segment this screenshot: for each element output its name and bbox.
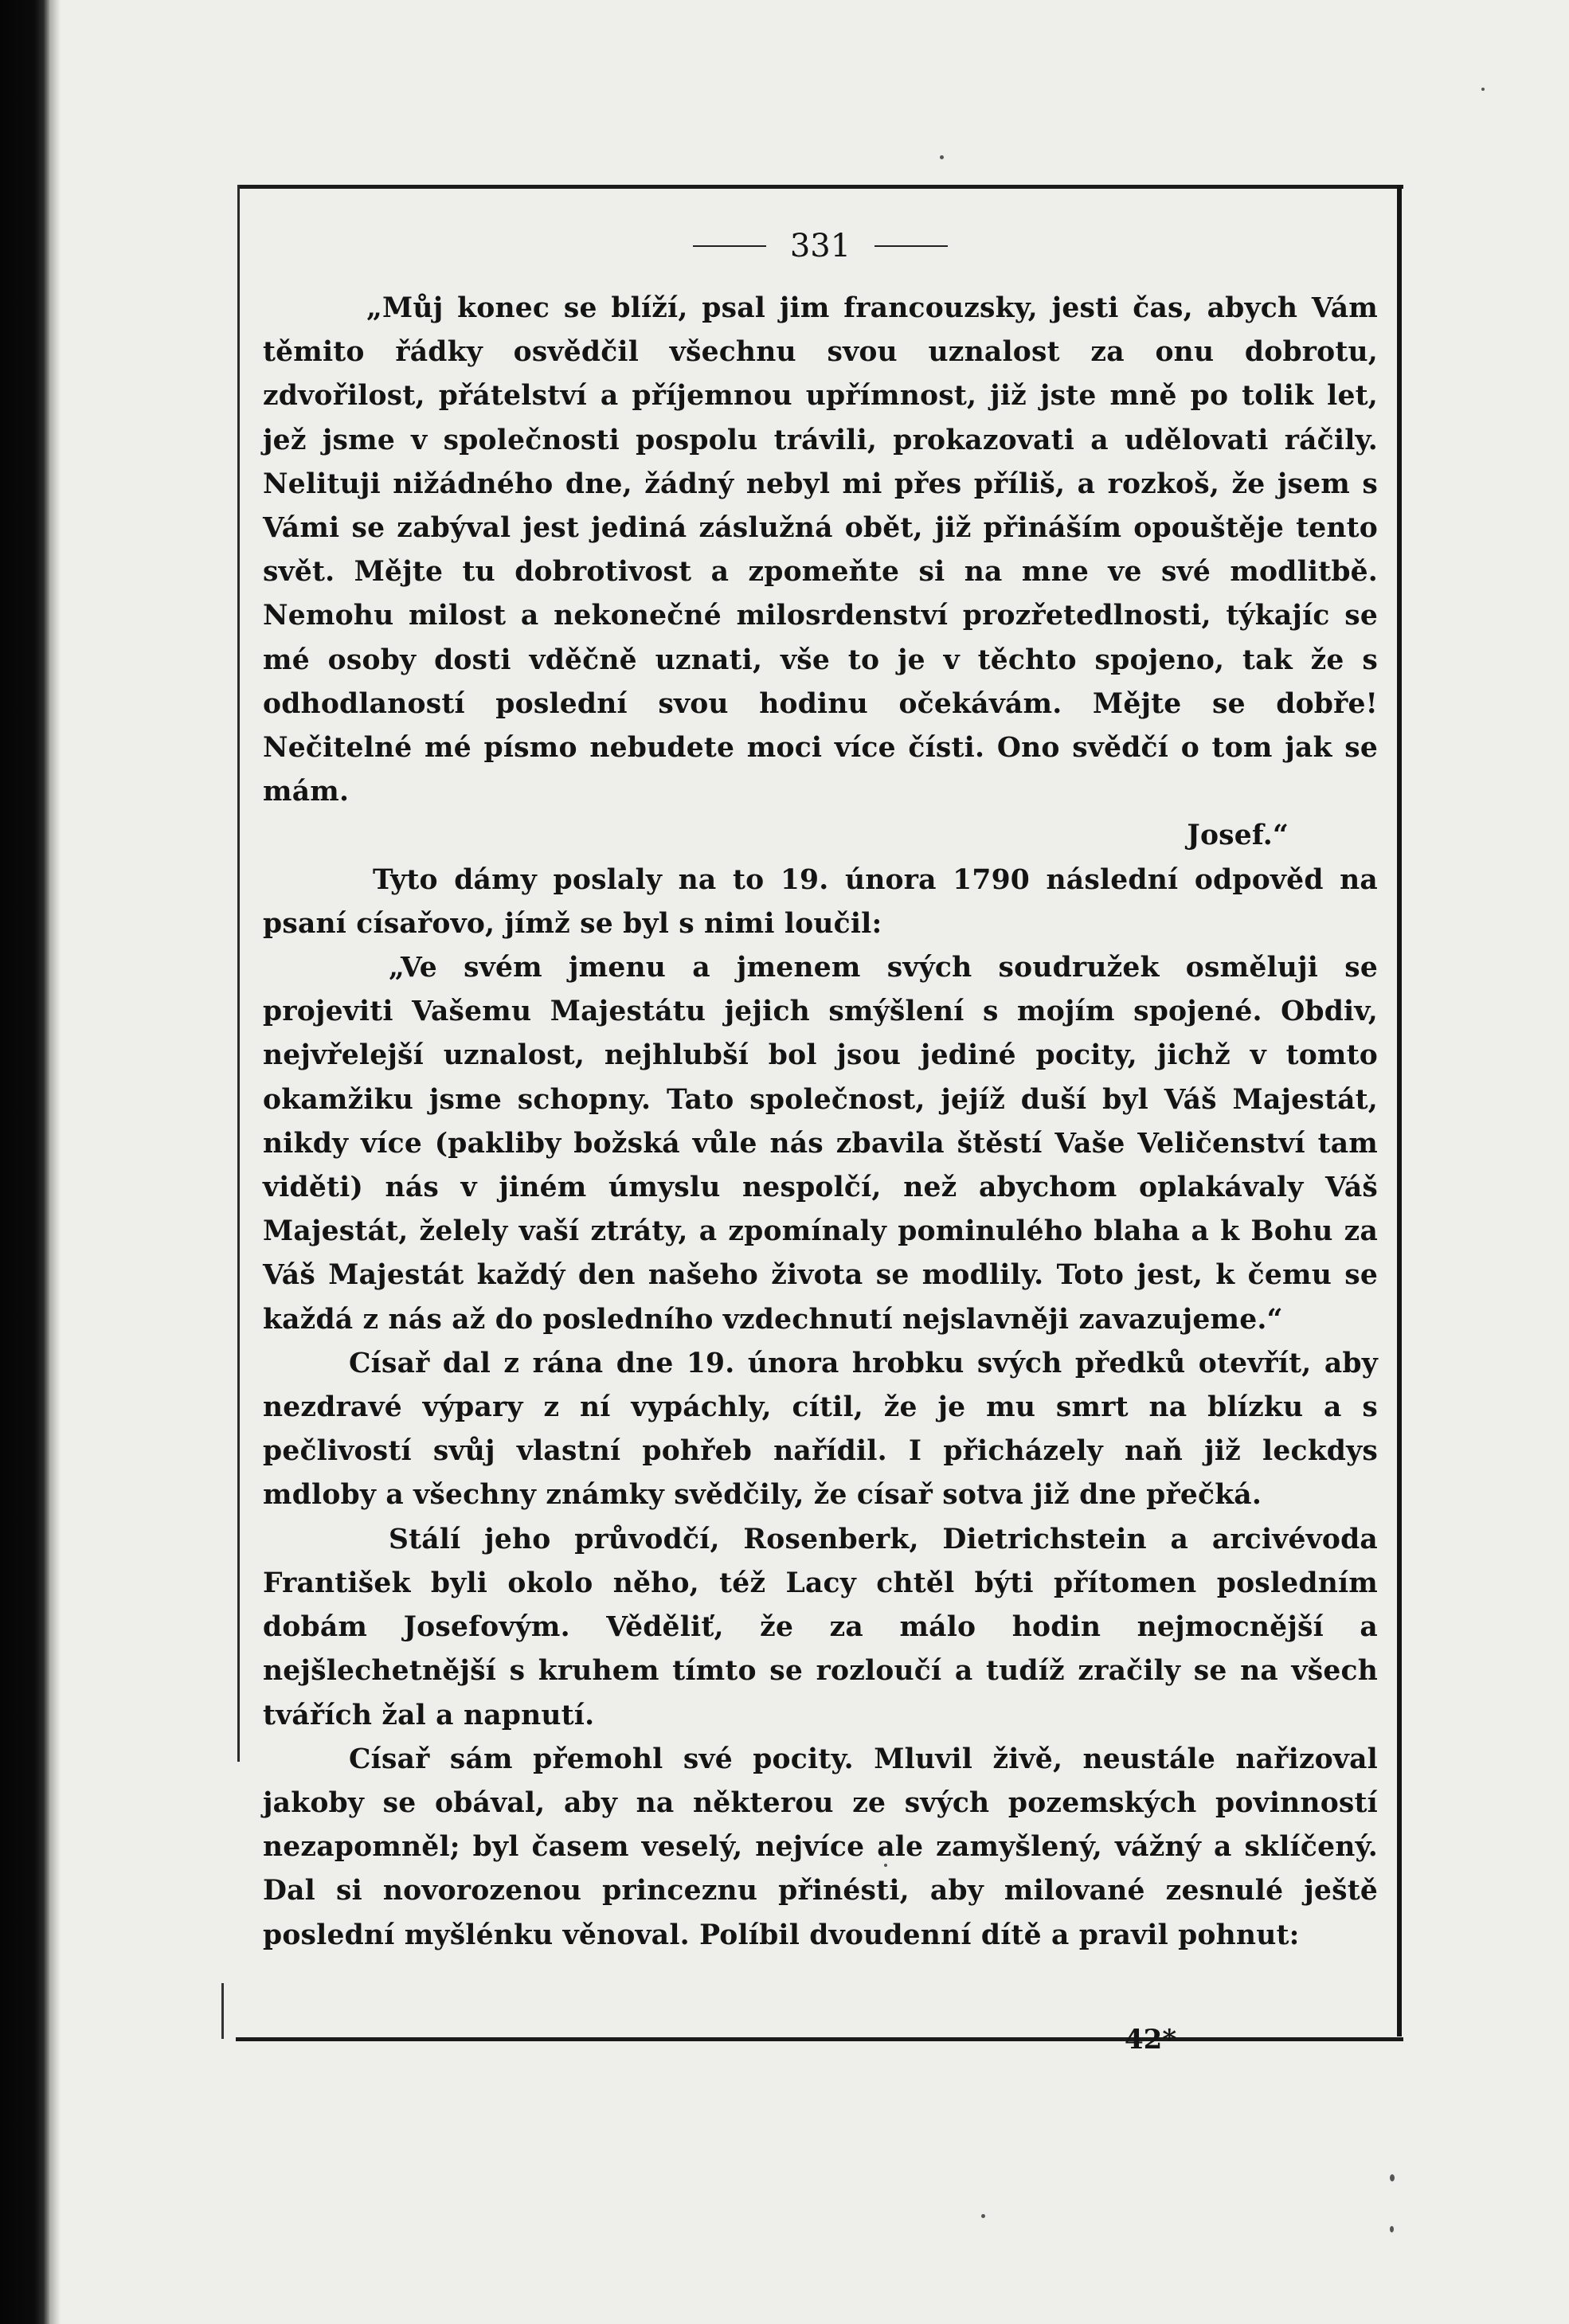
page-header bbox=[263, 226, 1378, 266]
frame-bottom-line bbox=[236, 2037, 1403, 2041]
scan-speck bbox=[940, 155, 944, 159]
page-text bbox=[263, 287, 1378, 1958]
header-rule-left bbox=[693, 245, 766, 247]
signature: Josef.“ bbox=[1187, 820, 1289, 852]
frame-top-line bbox=[239, 185, 1403, 189]
binding-edge bbox=[0, 0, 49, 2324]
sheet-signature-mark: 42* bbox=[1125, 2024, 1177, 2056]
frame-right-line bbox=[1397, 185, 1402, 2036]
scan-speck bbox=[884, 1864, 887, 1867]
signature-line bbox=[263, 814, 1378, 858]
frame-margin-stub bbox=[221, 1983, 224, 2039]
frame-left-line bbox=[237, 185, 240, 1762]
scan-speck bbox=[1481, 88, 1485, 91]
paragraph-crypt: Císař dal z rána dne 19. února hrobku svých předků otevřít, aby nezdravé výpary z ní vypáchly, cítil, že je mu smrt na blízku a s pečlivostí svůj vlastní pohřeb nařídil. I přicházely naň již leckdys mdloby a všechny známky svědčily, že císař sotva již dne přečká. bbox=[263, 1347, 1378, 1512]
paragraph-letter: „Můj konec se blíží, psal jim francouzsky, jesti čas, abych Vám těmito řádky osvědčil všechnu svou uznalost za onu dobrotu, zdvořilost, přátelství a příjemnou upřímnost, již jste mně po tolik let, jež jsme v společnosti pospolu trávili, prokazovati a udělovati ráčily. Nelituji nižádného dne, žádný nebyl mi přes příliš, a rozkoš, že jsem s Vámi se zabýval jest jediná záslužná obět, již přináším opouštěje tento svět. Mějte tu dobrotivost a zpomeňte si na mne ve své modlitbě. Nemohu milost a nekonečné milosrdenství prozřetedlnosti, týkajíc se mé osoby dosti vděčně uznati, vše to je v těchto spojeno, tak že s odhodlaností poslední svou hodinu očekávám. Mějte se dobře! Nečitelné mé písmo nebudete moci více čísti. Ono svědčí o tom jak se mám. bbox=[263, 292, 1378, 808]
binding-shadow bbox=[49, 0, 61, 2324]
paragraph-emperor: Císař sám přemohl své pocity. Mluvil živě, neustále nařizoval jakoby se obával, aby na některou ze svých pozemských povinností nezapomněl; byl časem veselý, nejvíce ale zamyšlený, vážný a sklíčený. Dal si novorozenou princeznu přinésti, aby milované zesnulé ještě poslední myšlénku věnoval. Políbil dvoudenní dítě a pravil pohnut: bbox=[263, 1743, 1378, 1951]
paragraph-companions: Stálí jeho průvodčí, Rosenberk, Dietrichstein a arcivévoda František byli okolo něho, též Lacy chtěl býti přítomen posledním dobám Josefovým. Věděliť, že za málo hodin nejmocnější a nejšlechetnější s kruhem tímto se rozloučí a tudíž zračily se na všech tvářích žal a napnutí. bbox=[263, 1523, 1378, 1731]
scan-speck bbox=[981, 2214, 985, 2218]
paragraph-reply-intro: Tyto dámy poslaly na to 19. února 1790 následní odpověd na psaní císařovo, jímž se byl s nimi loučil: bbox=[263, 863, 1378, 940]
paragraph-reply-letter: „Ve svém jmenu a jmenem svých soudružek osměluji se projeviti Vašemu Majestátu jejich smýšlení s mojím spojené. Obdiv, nejvřelejší uznalost, nejhlubší bol jsou jediné pocity, jichž v tomto okamžiku jsme schopny. Tato společnost, jejíž duší byl Váš Majestát, nikdy více (pakliby božská vůle nás zbavila štěstí Vaše Veličenství tam viděti) nás v jiném úmyslu nespolčí, než abychom oplakávaly Váš Majestát, želely vaší ztráty, a zpomínaly pominulého blaha a k Bohu za Váš Majestát každý den našeho života se modlily. Toto jest, k čemu se každá z nás až do posledního vzdechnutí nejslavněji zavazujeme.“ bbox=[263, 952, 1378, 1336]
scan-speck bbox=[1390, 2226, 1394, 2232]
page-number: 331 bbox=[789, 228, 851, 264]
header-rule-right bbox=[874, 245, 948, 247]
scan-speck bbox=[1390, 2174, 1395, 2181]
